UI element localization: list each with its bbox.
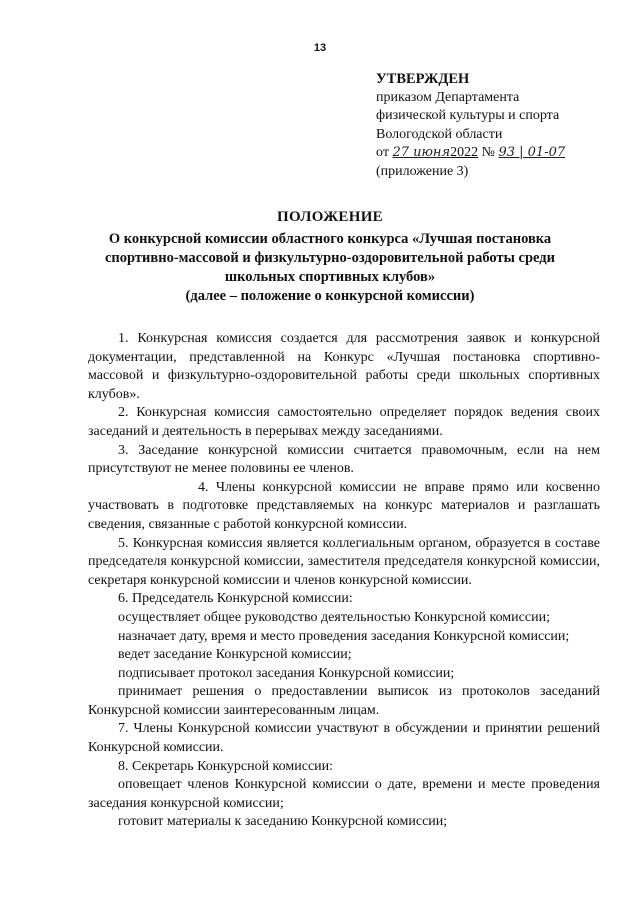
chair-duty: назначает дату, время и место проведения заседания Конкурсной комиссии; [118, 628, 570, 644]
chair-duty: принимает решения о предоставлении выписок из протоколов заседаний Конкурсной комиссии заинтересованным лицам. [88, 684, 600, 718]
secretary-duty: готовит материалы к заседанию Конкурсной комиссии; [118, 814, 448, 830]
date-year: 2022 [450, 145, 479, 161]
paragraph-7: 7. Члены Конкурсной комиссии участвуют в обсуждении и принятии решений Конкурсной комиссии. [88, 721, 600, 756]
secretary-duty: оповещает членов Конкурсной комиссии о дате, времени и месте проведения заседания конкурсной комиссии; [88, 777, 600, 811]
handwritten-order-number: 93 | 01-07 [498, 145, 566, 161]
document-heading [60, 208, 600, 306]
heading-line: спортивно-массовой и физкультурно-оздоровительной работы среди [105, 250, 555, 266]
approval-line: Вологодской области [376, 126, 503, 142]
paragraph-8: 8. Секретарь Конкурсной комиссии: [118, 758, 334, 774]
heading-line: школьных спортивных клубов» [224, 269, 436, 285]
paragraph-4: 4. Члены конкурсной комиссии не вправе прямо или косвенно участвовать в подготовке представляемых на конкурс материалов и разглашать сведения, связанные с работой конкурсной комиссии. [88, 479, 600, 532]
chair-duty: подписывает протокол заседания Конкурсной комиссии; [118, 665, 455, 681]
heading-line: (далее – положение о конкурсной комиссии) [185, 288, 475, 304]
chair-duty: осуществляет общее руководство деятельностью Конкурсной комиссии; [118, 609, 550, 625]
heading-line: О конкурсной комиссии областного конкурса «Лучшая постановка [108, 231, 552, 247]
appendix-note: (приложение 3) [376, 163, 469, 179]
document-body [88, 330, 600, 832]
approval-line: приказом Департамента [376, 89, 520, 105]
chair-duty: ведет заседание Конкурсной комиссии; [118, 647, 352, 663]
paragraph-1: 1. Конкурсная комиссия создается для рассмотрения заявок и конкурсной документации, представленной на Конкурс «Лучшая постановка спортивно-массовой и физкультурно-оздоровительной работы среди школьных спортивных клубов». [88, 331, 600, 402]
approval-date-line [376, 144, 626, 163]
approval-block [376, 70, 626, 182]
paragraph-2: 2. Конкурсная комиссия самостоятельно определяет порядок ведения своих заседаний и деятельность в перерывах между заседаниями. [88, 405, 600, 439]
approval-title: УТВЕРЖДЕН [376, 71, 470, 87]
paragraph-5: 5. Конкурсная комиссия является коллегиальным органом, образуется в составе председателя конкурсной комиссии, заместителя председателя конкурсной комиссии, секретаря конкурсной комиссии и членов конкурсной комиссии. [88, 535, 600, 588]
approval-line: физической культуры и спорта [376, 108, 560, 124]
number-sign: № [481, 145, 495, 161]
paragraph-6: 6. Председатель Конкурсной комиссии: [118, 591, 353, 607]
page-number: 13 [313, 42, 327, 54]
date-prefix: от [376, 145, 389, 161]
paragraph-3: 3. Заседание конкурсной комиссии считается правомочным, если на нем присутствуют не менее половины ее членов. [88, 442, 600, 477]
document-title: ПОЛОЖЕНИЕ [277, 209, 383, 225]
handwritten-date: 27 июня [392, 145, 451, 161]
